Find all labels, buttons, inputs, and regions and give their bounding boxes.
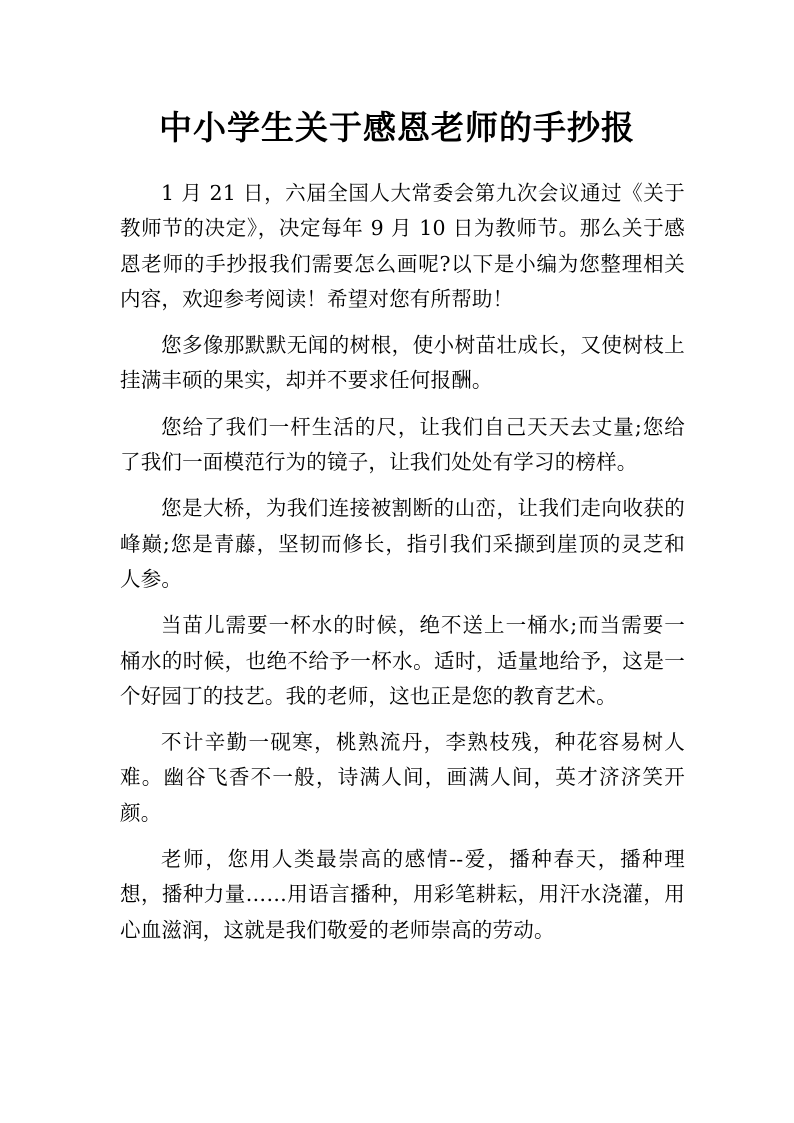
document-body <box>120 176 685 959</box>
paragraph-love: 老师，您用人类最崇高的感情--爱，播种春天，播种理想，播种力量……用语言播种，用彩笔耕耘，用汗水浇灌，用心血滋润，这就是我们敬爱的老师崇高的劳动。 <box>120 847 685 942</box>
paragraph-poem: 不计辛勤一砚寒，桃熟流丹，李熟枝残，种花容易树人难。幽谷飞香不一般，诗满人间，画满人间，英才济济笑开颜。 <box>120 730 685 825</box>
paragraph-gardener: 当苗儿需要一杯水的时候，绝不送上一桶水;而当需要一桶水的时候，也绝不给予一杯水。适时，适量地给予，这是一个好园丁的技艺。我的老师，这也正是您的教育艺术。 <box>120 613 685 708</box>
paragraph-bridge-vine: 您是大桥，为我们连接被割断的山峦，让我们走向收获的峰巅;您是青藤，坚韧而修长，指引我们采撷到崖顶的灵芝和人参。 <box>120 496 685 591</box>
paragraph-intro: 1 月 21 日，六届全国人大常委会第九次会议通过《关于教师节的决定》，决定每年 9 月 10 日为教师节。那么关于感恩老师的手抄报我们需要怎么画呢?以下是小编为您整理相关内容，欢迎参考阅读！希望对您有所帮助！ <box>120 181 685 311</box>
paragraph-tree-root: 您多像那默默无闻的树根，使小树苗壮成长，又使树枝上挂满丰硕的果实，却并不要求任何报酬。 <box>120 333 685 393</box>
document-title: 中小学生关于感恩老师的手抄报 <box>159 108 635 147</box>
paragraph-ruler-mirror: 您给了我们一杆生活的尺，让我们自己天天去丈量;您给了我们一面模范行为的镜子，让我们处处有学习的榜样。 <box>120 414 685 475</box>
